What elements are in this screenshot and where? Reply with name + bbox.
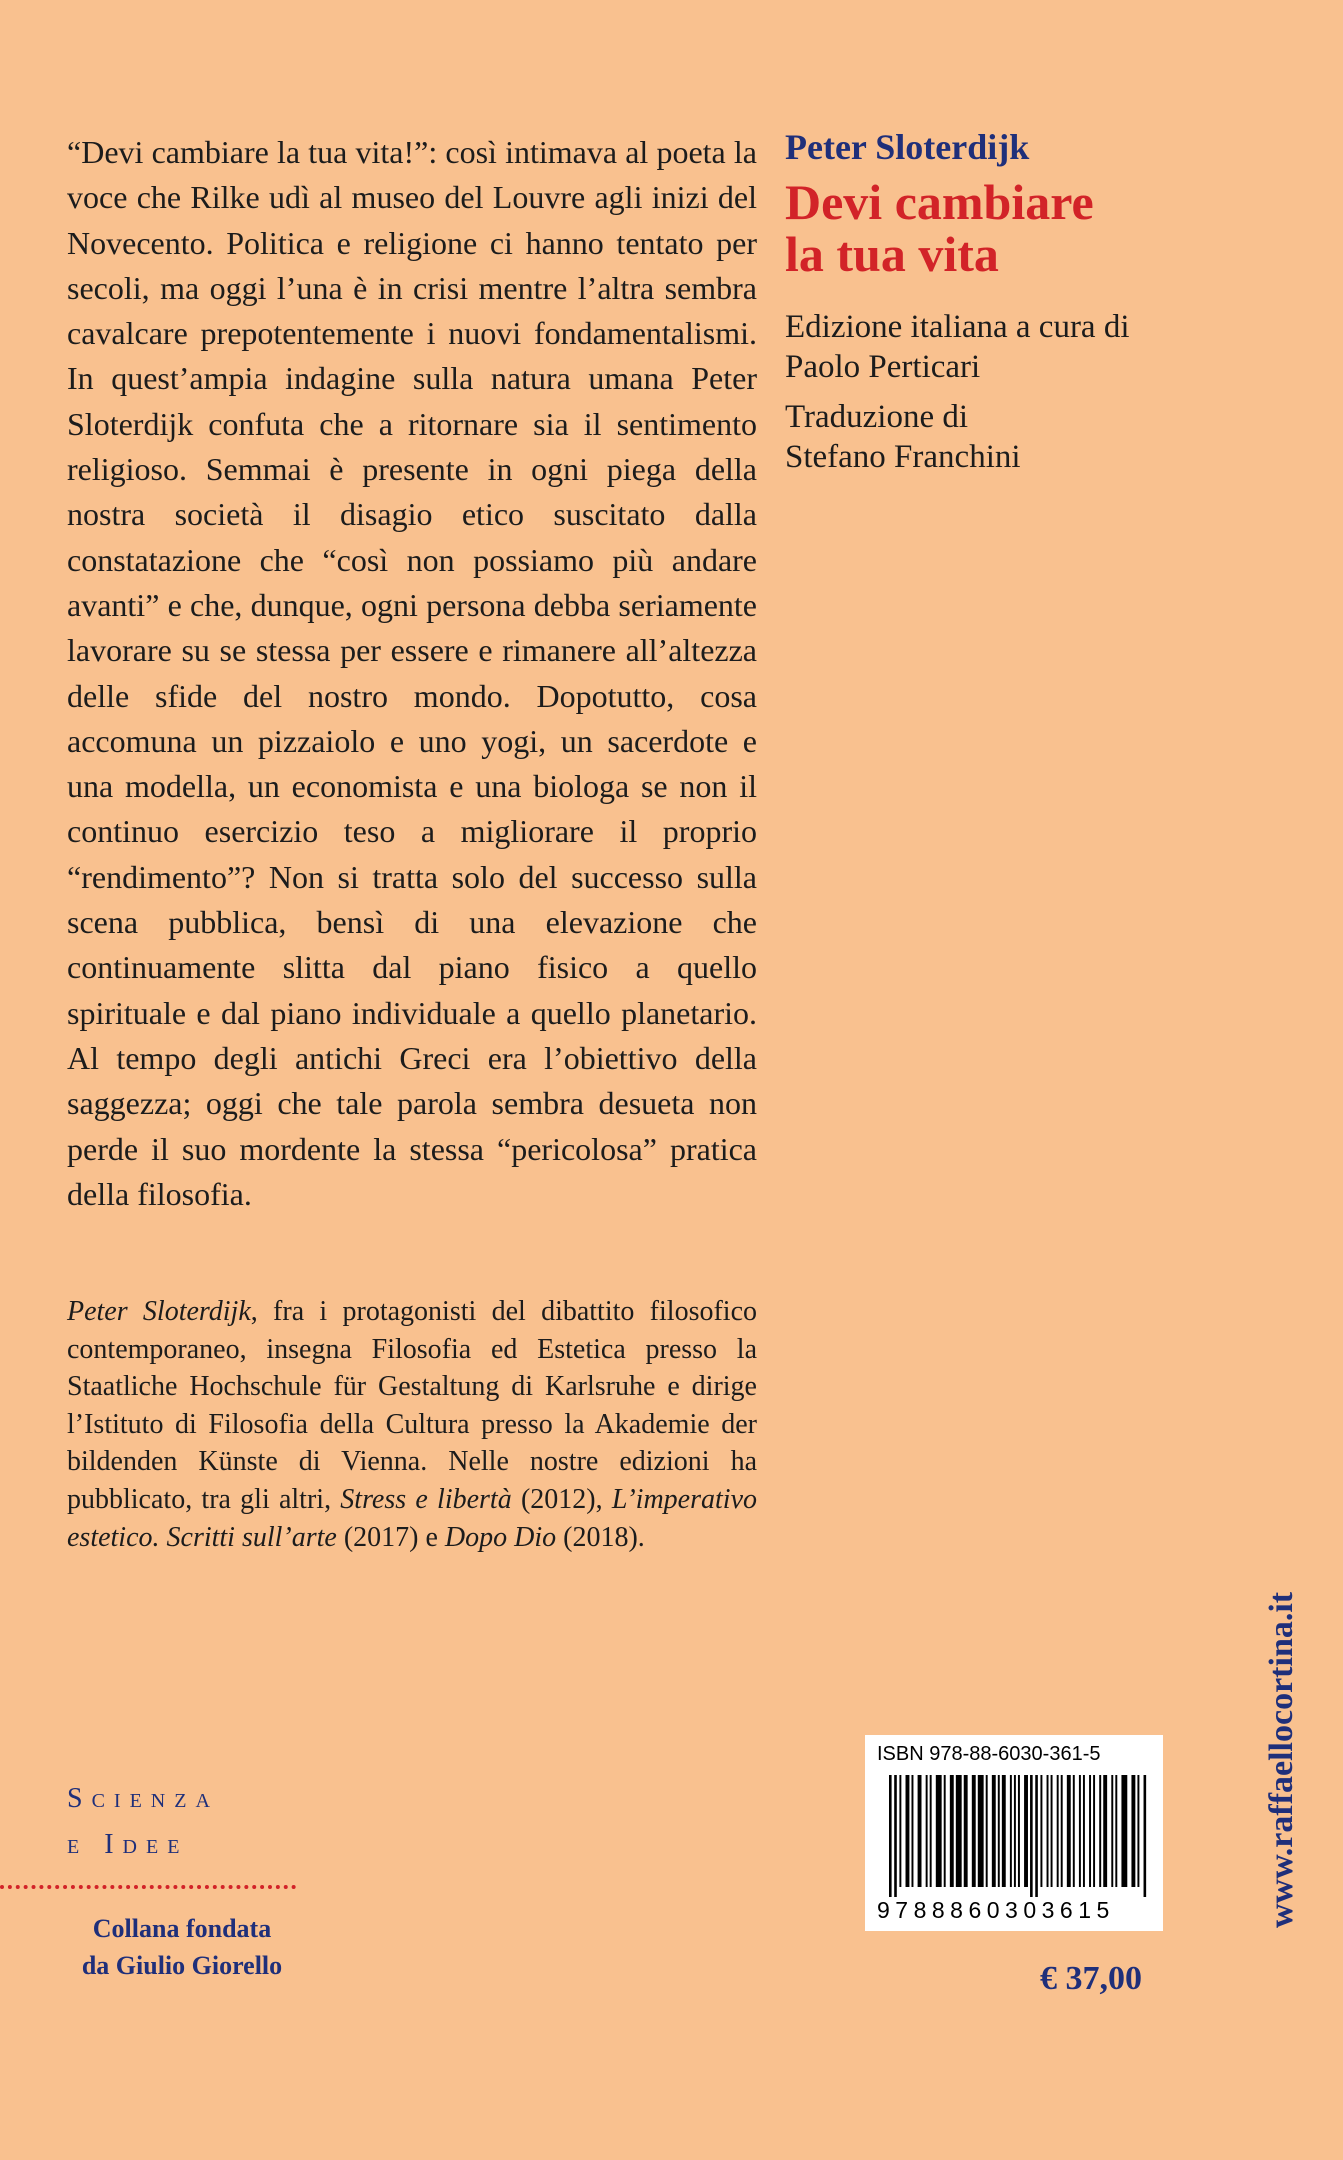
blurb-text: “Devi cambiare la tua vita!”: così intimava al poeta la voce che Rilke udì al museo del Louvre agli inizi del Novecento. Politica e religione ci hanno tentato per secoli, ma oggi l’una è in crisi mentre l’altra sembra cavalcare prepotentemente i nuovi fondamentalismi. In quest’ampia indagine sulla natura umana Peter Sloterdijk confuta che a ritornare sia il sentimento religioso. Semmai è presente in ogni piega della nostra società il disagio etico suscitato dalla constatazione che “così non possiamo più andare avanti” e che, dunque, ogni persona debba seriamente lavorare su se stessa per essere e rimanere all’altezza delle sfide del nostro mondo. Dopotutto, cosa accomuna un pizzaiolo e uno yogi, un sacerdote e una modella, un economista e una biologa se non il continuo esercizio teso a migliorare il proprio “rendimento”? Non si tratta solo del successo sulla scena pubblica, bensì di una elevazione che continuamente slitta dal piano fisico a quello spirituale e dal piano individuale a quello planetario. Al tempo degli antichi Greci era l’obiettivo della saggezza; oggi che tale parola sembra desueta non perde il suo mordente la stessa “pericolosa” pratica della filosofia. — [67, 134, 757, 1212]
author-name: Peter Sloterdijk — [785, 127, 1030, 167]
barcode-box — [865, 1735, 1163, 1931]
series-line-1: Scienza — [67, 1783, 219, 1814]
series-name — [67, 1776, 219, 1868]
barcode-bars — [887, 1775, 1147, 1897]
series-line-2: e Idee — [67, 1829, 189, 1860]
edition-line-1: Edizione italiana a cura di — [785, 309, 1130, 345]
credits — [785, 307, 1205, 477]
title-line-1: Devi cambiare — [785, 174, 1094, 230]
bio-text-3: (2017) e — [336, 1521, 445, 1553]
book-title — [785, 176, 1205, 280]
bio-author-name: Peter Sloterdijk — [67, 1296, 251, 1327]
publisher-website: www.raffaellocortina.it — [1263, 1591, 1300, 1928]
translation-line-1: Traduzione di — [785, 399, 969, 435]
barcode-number: 9788860303615 — [877, 1897, 1115, 1923]
bio-book-1: Stress e libertà — [340, 1483, 512, 1515]
bio-text-1: , fra i protagonisti del dibattito filosofico contemporaneo, insegna Filosofia ed Estetica presso la Staatliche Hochschule für Gestaltung di Karlsruhe e dirige l’Istituto di Filosofia della Cultura presso la Akademie der bildenden Künste di Vienna. Nelle nostre edizioni ha pubblicato, tra gli altri, — [67, 1296, 757, 1515]
bio-text-4: (2018). — [556, 1521, 645, 1553]
series-founded — [62, 1910, 302, 1984]
bio-paragraph — [67, 1293, 757, 1556]
author-bio — [67, 1293, 757, 1556]
dotted-divider — [0, 1885, 296, 1889]
back-cover-blurb — [67, 130, 757, 1217]
price: € 37,00 — [1040, 1960, 1142, 1997]
translation-line-2: Stefano Franchini — [785, 439, 1021, 475]
bio-text-2: (2012), — [511, 1483, 612, 1515]
edition-line-2: Paolo Perticari — [785, 349, 981, 385]
founded-line-1: Collana fondata — [92, 1914, 272, 1943]
isbn-label: ISBN 978-88-6030-361-5 — [877, 1743, 1101, 1765]
bio-book-2: L’imperativo estetico. Scritti sull’arte — [67, 1483, 757, 1553]
title-line-2: la tua vita — [785, 226, 999, 282]
founded-line-2: da Giulio Giorello — [81, 1951, 283, 1980]
bio-book-3: Dopo Dio — [444, 1521, 557, 1553]
